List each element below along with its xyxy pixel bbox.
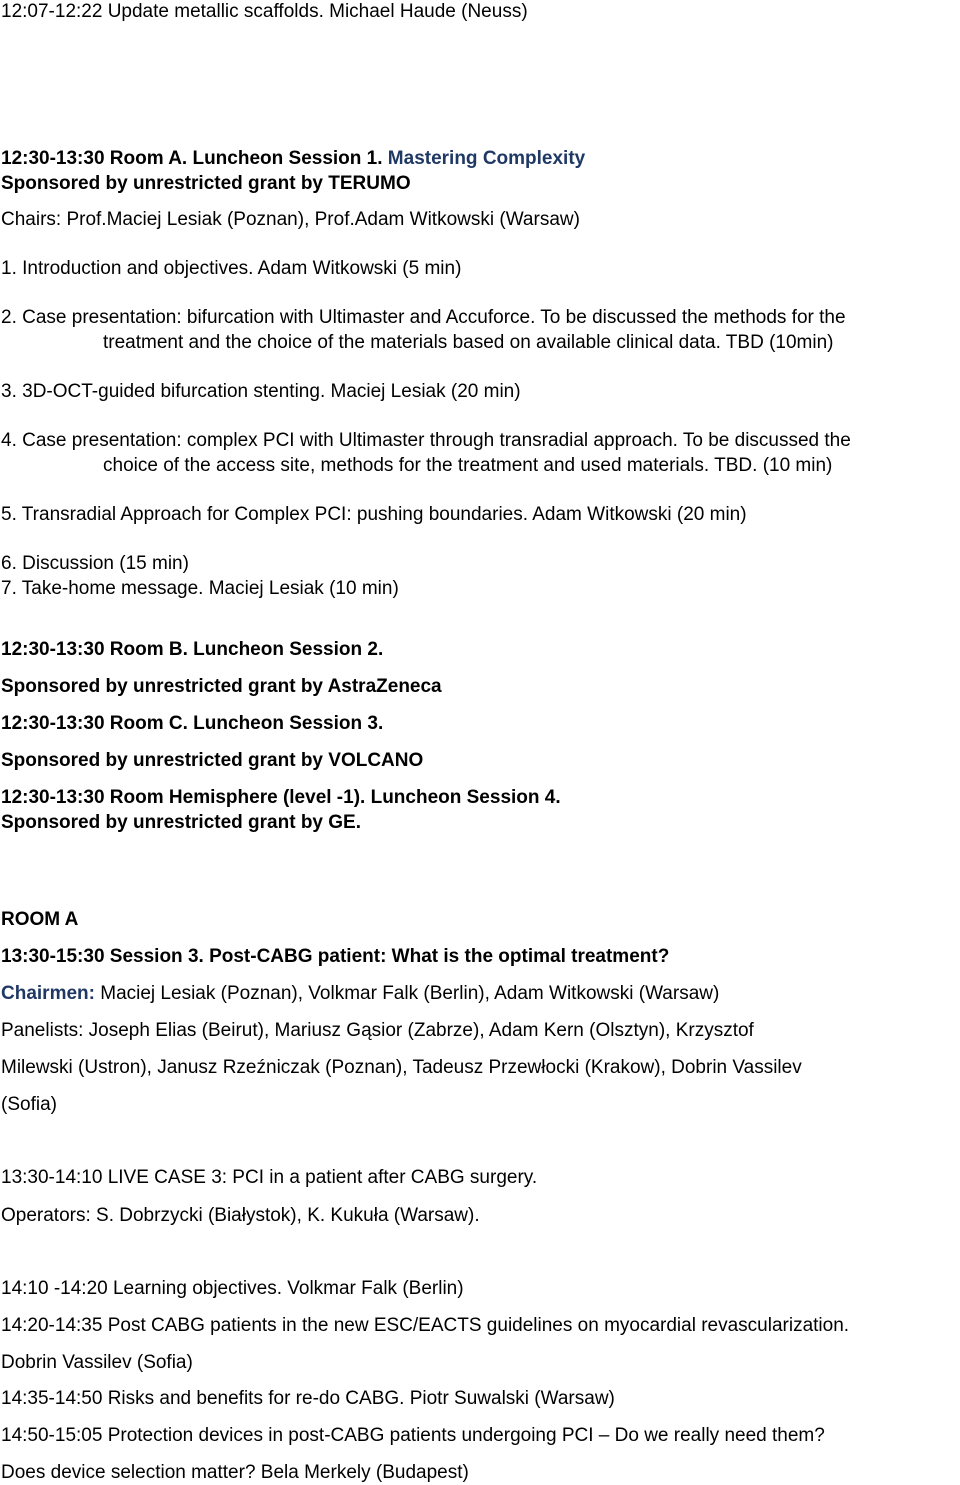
talk-line: Does device selection matter? Bela Merkely (Budapest) xyxy=(1,1462,469,1483)
agenda-item: 2. Case presentation: bifurcation with Ultimaster and Accuforce. To be discussed the methods for the xyxy=(1,307,846,328)
room-heading: ROOM A xyxy=(1,909,79,930)
luncheon1-time-room: 12:30-13:30 Room A. Luncheon Session 1. xyxy=(1,148,383,169)
operators-line: Operators: S. Dobrzycki (Białystok), K. Kukuła (Warsaw). xyxy=(1,1205,480,1226)
agenda-item: 5. Transradial Approach for Complex PCI: pushing boundaries. Adam Witkowski (20 min) xyxy=(1,504,747,525)
agenda-item: 6. Discussion (15 min) xyxy=(1,553,189,574)
panelists-line: Milewski (Ustron), Janusz Rzeźniczak (Poznan), Tadeusz Przewłocki (Krakow), Dobrin Vassilev xyxy=(1,1057,802,1078)
luncheon2-heading: 12:30-13:30 Room B. Luncheon Session 2. xyxy=(1,639,384,660)
agenda-item-continuation: choice of the access site, methods for the treatment and used materials. TBD. (10 min) xyxy=(103,455,833,476)
talk-line: 14:50-15:05 Protection devices in post-CABG patients undergoing PCI – Do we really need them? xyxy=(1,1425,825,1446)
agenda-item-continuation: treatment and the choice of the materials based on available clinical data. TBD (10min) xyxy=(103,332,834,353)
agenda-item: 4. Case presentation: complex PCI with Ultimaster through transradial approach. To be discussed the xyxy=(1,430,851,451)
talk-line: 14:35-14:50 Risks and benefits for re-do CABG. Piotr Suwalski (Warsaw) xyxy=(1,1388,615,1409)
luncheon3-heading: 12:30-13:30 Room C. Luncheon Session 3. xyxy=(1,713,384,734)
luncheon1-sponsor: Sponsored by unrestricted grant by TERUMO xyxy=(1,173,411,194)
session3-chairmen xyxy=(1,983,719,1005)
luncheon4-sponsor: Sponsored by unrestricted grant by GE. xyxy=(1,812,362,833)
chairmen-names: Maciej Lesiak (Poznan), Volkmar Falk (Berlin), Adam Witkowski (Warsaw) xyxy=(94,983,720,1004)
luncheon1-heading xyxy=(1,148,585,170)
luncheon1-chairs: Chairs: Prof.Maciej Lesiak (Poznan), Prof.Adam Witkowski (Warsaw) xyxy=(1,209,580,230)
session3-title: 13:30-15:30 Session 3. Post-CABG patient: What is the optimal treatment? xyxy=(1,946,670,967)
luncheon2-sponsor: Sponsored by unrestricted grant by AstraZeneca xyxy=(1,676,442,697)
chairmen-label: Chairmen: xyxy=(1,983,95,1004)
talk-line: 14:10 -14:20 Learning objectives. Volkmar Falk (Berlin) xyxy=(1,1278,464,1299)
luncheon3-sponsor: Sponsored by unrestricted grant by VOLCANO xyxy=(1,750,424,771)
talk-line: 14:20-14:35 Post CABG patients in the new ESC/EACTS guidelines on myocardial revascularization. xyxy=(1,1315,850,1336)
panelists-line: Panelists: Joseph Elias (Beirut), Mariusz Gąsior (Zabrze), Adam Kern (Olsztyn), Krzysztof xyxy=(1,1020,754,1041)
panelists-line: (Sofia) xyxy=(1,1094,57,1115)
agenda-item: 1. Introduction and objectives. Adam Witkowski (5 min) xyxy=(1,258,462,279)
luncheon1-title: Mastering Complexity xyxy=(382,148,586,169)
live-case-line: 13:30-14:10 LIVE CASE 3: PCI in a patient after CABG surgery. xyxy=(1,1167,538,1188)
talk-line: Dobrin Vassilev (Sofia) xyxy=(1,1352,193,1373)
luncheon4-heading: 12:30-13:30 Room Hemisphere (level -1). Luncheon Session 4. xyxy=(1,787,561,808)
top-talk-line: 12:07-12:22 Update metallic scaffolds. Michael Haude (Neuss) xyxy=(1,1,528,22)
agenda-item: 7. Take-home message. Maciej Lesiak (10 min) xyxy=(1,578,399,599)
agenda-item: 3. 3D-OCT-guided bifurcation stenting. Maciej Lesiak (20 min) xyxy=(1,381,521,402)
